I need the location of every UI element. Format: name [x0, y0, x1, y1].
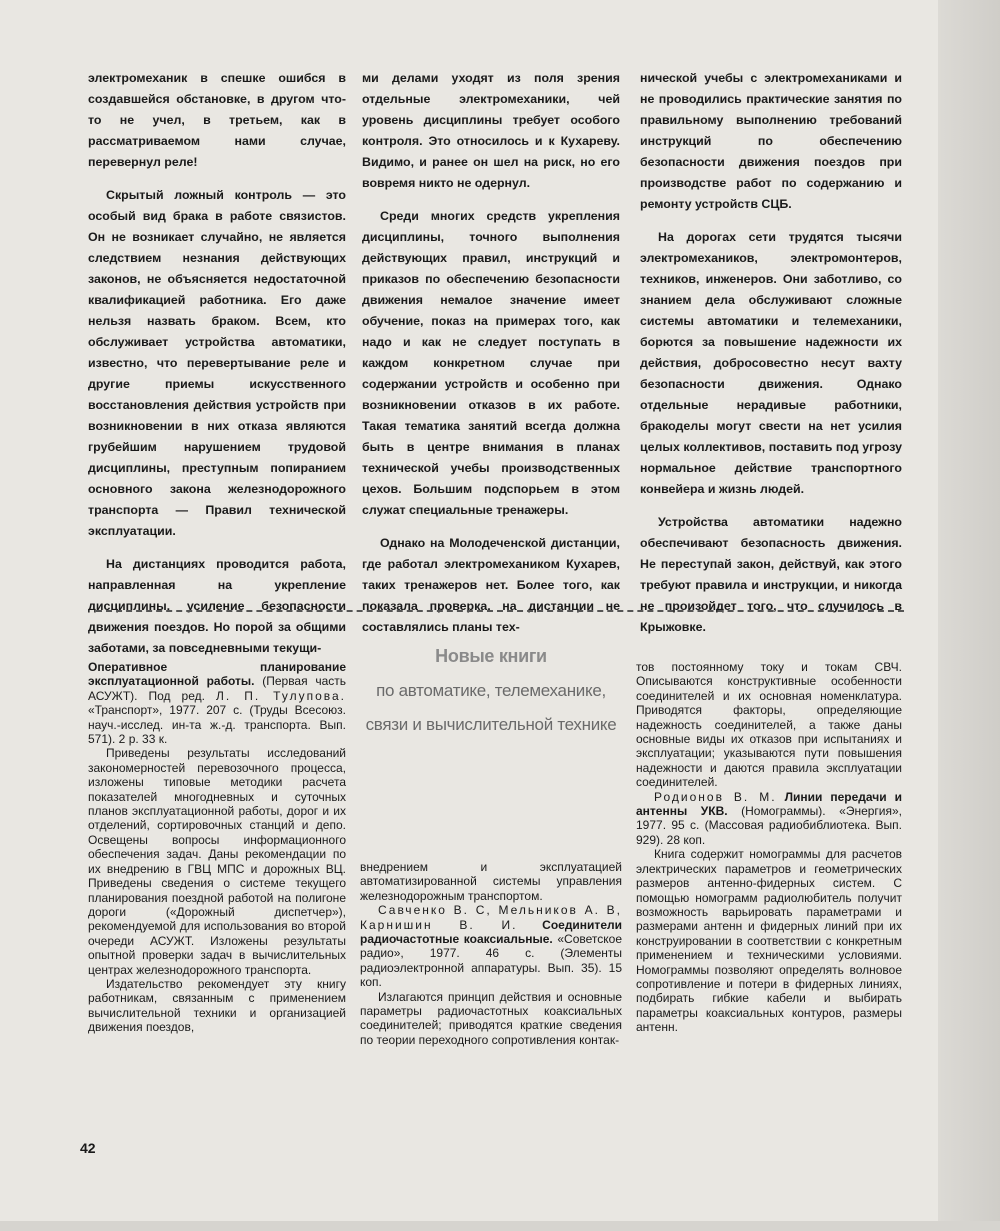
- book-publisher: (Номограммы). «Энергия», 1977. 95 с. (Массовая радиобиблиотека. Вып. 929). 28 коп.: [636, 804, 903, 847]
- book-title: Соединители радиочастотные коаксиальные.: [360, 917, 622, 947]
- books-column-2: [360, 860, 622, 1047]
- book-editor: Л. П. Тулупова.: [216, 688, 347, 703]
- book-publisher: «Транспорт», 1977. 207 с. (Труды Всесоюз. науч.-исслед. ин-та ж.-д. транспорта. Вып. 571). 2 р. 33 к.: [88, 703, 346, 747]
- article-paragraph: ми делами уходят из поля зрения отдельные электромеханики, чей уровень дисциплины требует особого контроля. Это относилось и к Кухареву. Видимо, и ранее он шел на риск, но его вовремя никто не одернул.: [362, 71, 620, 190]
- article-paragraph: Устройства автоматики надежно обеспечивают безопасность движения. Не переступай закон, действуй, как этого требуют правила и инструкции, и никогда не произойдет того, что случилось в Крыжовке.: [640, 515, 902, 634]
- book-author: Родионов В. М.: [654, 789, 777, 804]
- article-paragraph: На дорогах сети трудятся тысячи электромехаников, электромонтеров, техников, инженеров. Они заботливо, со знанием дела обслуживают сложные системы автоматики и телемеханики, борются за повышение надежности их действия, добросовестно несут вахту безопасности движения. Однако отдельные нерадивые работники, бракоделы могут свести на нет усилия целых коллективов, поставить под угрозу нормальное действие транспортного конвейера и жизнь людей.: [640, 230, 902, 496]
- book-entry: [360, 903, 622, 989]
- page-number: 42: [80, 1140, 96, 1156]
- article-paragraph: На дистанциях проводится работа, направленная на укрепление дисциплины, усиление безопасности движения поездов. Но порой за общими заботами, за повседневными текущи-: [88, 557, 346, 655]
- book-meta: (Первая часть АСУЖТ). Под ред.: [88, 674, 346, 703]
- book-title: Линии передачи и антенны УКВ.: [636, 789, 902, 819]
- book-description: Издательство рекомендует эту книгу работникам, связанным с применением вычислительной техники и организацией движения поездов,: [88, 976, 346, 1035]
- book-entry: [636, 790, 902, 848]
- book-description: внедрением и эксплуатацией автоматизированной системы управления железнодорожным транспортом.: [360, 860, 622, 903]
- article-paragraph: Однако на Молодеченской дистанции, где работал электромехаником Кухарев, таких тренажеров нет. Более того, как показала проверка, на дистанции не составлялись планы тех-: [362, 536, 620, 634]
- book-description: Приведены результаты исследований закономерностей перевозочного процесса, изложены типовые методики расчета показателей многодневных и суточных планов эксплуатационной работы, дорог и их отделений, сортировочных станций и депо. Освещены вопросы информационного обеспечения задач. Даны рекомендации по их внедрению в ГВЦ МПС и дорожных ВЦ. Приведены сведения о системе текущего планирования поездной работой на полигоне дороги («Дорожный диспетчер»), рекомендуемой для использования во второй очереди АСУЖТ. Изложены результаты опытной проверки задач в вычислительных центрах железнодорожного транспорта.: [88, 746, 346, 977]
- books-column-3: [636, 660, 902, 1035]
- article-column-3: [640, 68, 902, 650]
- book-description: тов постоянному току и токам СВЧ. Описываются конструктивные особенности соединителей и их основная номенклатура. Приводятся факторы, определяющие надежность соединителей, а также даны основные виды их отказов при испытаниях и эксплуатации; указываются пути повышения надежности и даются правила эксплуатации соединителей.: [636, 660, 902, 790]
- page-edge: [938, 0, 1000, 1231]
- heading-line: Новые книги: [435, 646, 547, 666]
- article-paragraph: Среди многих средств укрепления дисциплины, точного выполнения действующих правил, инструкций и приказов по обеспечению безопасности движения немалое значение имеет обучение, показ на примерах того, как надо и как не следует поступать в каждом конкретном случае при содержании устройств и особенно при возникновении отказов в их работе. Такая тематика занятий всегда должна быть в центре внимания в планах технической учебы производственных цехов. Большим подспорьем в этом служат специальные тренажеры.: [362, 209, 620, 517]
- book-title: Оперативное планирование эксплуатационной работы.: [88, 660, 346, 689]
- book-description: Книга содержит номограммы для расчетов электрических параметров и геометрических размеров антенно-фидерных систем. С помощью номограмм радиолюбитель получит возможность варьировать параметрами и размерами антенн и фидерных линий при их конструировании в соответствии с конкретным применением и техническими условиями. Номограммы позволяют определять волновое сопротивление и потери в фидерных линиях, подбирать гибкие кабели и выбирать параметры коаксиальных контуров, размеры антенн.: [636, 847, 902, 1035]
- book-entry: [88, 660, 346, 746]
- section-divider: [96, 610, 904, 612]
- article-column-2: [362, 68, 620, 650]
- heading-line: по автоматике, телемеханике,: [376, 681, 606, 700]
- book-authors: Савченко В. С, Мельников А. В, Карнишин В. И.: [360, 903, 622, 932]
- article-paragraph: электромеханик в спешке ошибся в создавшейся обстановке, в другом что-то не учел, в третьем, как в рассматриваемом нами случае, перевернул реле!: [88, 71, 346, 169]
- book-publisher: «Советское радио», 1977. 46 с. (Элементы радиоэлектронной аппаратуры. Вып. 35). 15 коп.: [360, 932, 622, 990]
- books-section-heading: [352, 646, 630, 735]
- article-paragraph: Скрытый ложный контроль — это особый вид брака в работе связистов. Он не возникает случайно, не является следствием незнания действующих законов, не объясняется недостаточной квалификацией работника. Его даже нельзя назвать браком. Всем, кто обслуживает устройства автоматики, известно, что перевертывание реле и другие приемы искусственного восстановления действия устройств при возникновении в них отказа являются грубейшим нарушением трудовой дисциплины, преступным попиранием основного закона железнодорожного транспорта — Правил технической эксплуатации.: [88, 188, 346, 538]
- article-column-1: [88, 68, 346, 671]
- article-paragraph: нической учебы с электромеханиками и не проводились практические занятия по правильному выполнению требований инструкций по обеспечению безопасности движения поездов при производстве работ по содержанию и ремонту устройств СЦБ.: [640, 71, 902, 211]
- books-column-1: [88, 660, 346, 1035]
- book-description: Излагаются принцип действия и основные параметры радиочастотных коаксиальных соединителей; приводятся краткие сведения по теории переходного сопротивления контак-: [360, 989, 622, 1047]
- heading-line: связи и вычислительной технике: [365, 715, 617, 734]
- bottom-strip: [0, 1221, 1000, 1231]
